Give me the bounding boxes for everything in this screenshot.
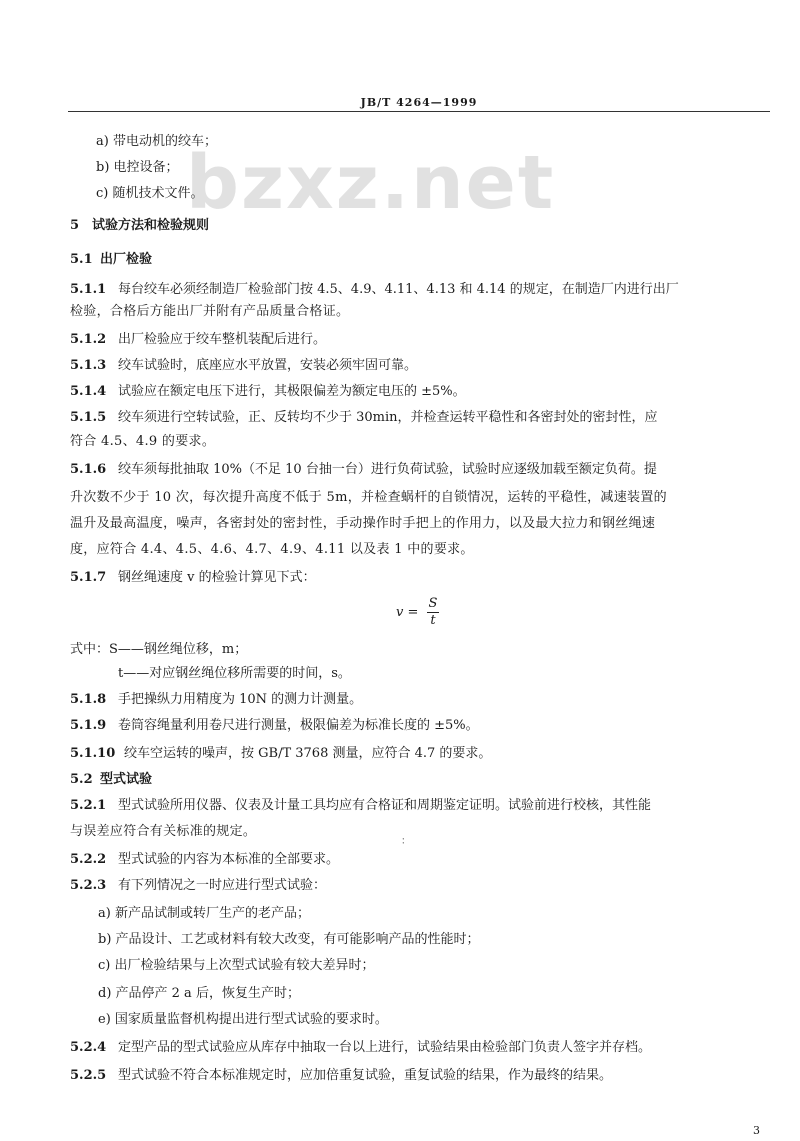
clause-text: 试验应在额定电压下进行，其极限偏差为额定电压的 ±5%。: [118, 384, 466, 399]
formula-where-2: t——对应钢丝绳位移所需要的时间，s。: [118, 666, 351, 681]
clause-text: 手把操纵力用精度为 10N 的测力计测量。: [118, 692, 363, 707]
clause-5-1-1: [0, 282, 800, 298]
clause-5-2-5: [0, 1068, 800, 1084]
formula-numerator: S: [428, 596, 438, 611]
list-item-a: a) 带电动机的绞车；: [96, 134, 217, 149]
clause-5-2-1: [0, 798, 800, 814]
clause-number: 5.1.10: [70, 746, 116, 761]
clause-5-1-6: [0, 462, 800, 478]
clause-number: 5.1.2: [70, 332, 107, 347]
clause-5-1-3: [0, 358, 800, 374]
clause-number: 5.2.2: [70, 852, 107, 867]
clause-text: 有下列情况之一时应进行型式试验：: [118, 878, 327, 893]
clause-text: 型式试验不符合本标准规定时，应加倍重复试验，重复试验的结果，作为最终的结果。: [118, 1068, 613, 1083]
page-number: 3: [753, 1124, 760, 1137]
clause-5-1-8: [0, 692, 800, 708]
formula-where-1: 式中：S——钢丝绳位移，m；: [70, 642, 248, 657]
clause-5-1-10: [0, 746, 800, 762]
section-5-1-heading: [0, 252, 800, 268]
list-item-d: d) 产品停产 2 a 后，恢复生产时；: [98, 986, 300, 1001]
section-5-heading: [0, 218, 800, 234]
clause-text: 绞车空运转的噪声，按 GB/T 3768 测量，应符合 4.7 的要求。: [124, 746, 492, 761]
section-5-2-heading: [0, 772, 800, 788]
clause-number: 5.1.9: [70, 718, 107, 733]
clause-number: 5.2.5: [70, 1068, 107, 1083]
list-item-b: b) 电控设备；: [96, 160, 179, 175]
clause-text: 绞车须进行空转试验，正、反转均不少于 30min，并检查运转平稳性和各密封处的密封性，应: [118, 410, 658, 425]
clause-5-1-1-continued: 检验，合格后方能出厂并附有产品质量合格证。: [70, 304, 350, 319]
formula-lhs: v =: [396, 605, 419, 620]
clause-5-1-9: [0, 718, 800, 734]
clause-number: 5.1.6: [70, 462, 107, 477]
clause-text: 钢丝绳速度 v 的检验计算见下式：: [118, 570, 316, 585]
clause-text: 定型产品的型式试验应从库存中抽取一台以上进行，试验结果由检验部门负责人签字并存档。: [118, 1040, 652, 1055]
clause-5-1-6-continued-3: 度，应符合 4.4、4.5、4.6、4.7、4.9、4.11 以及表 1 中的要求。: [70, 542, 474, 557]
clause-number: 5.2.3: [70, 878, 107, 893]
clause-5-1-5-continued: 符合 4.5、4.9 的要求。: [70, 434, 216, 449]
clause-number: 5.1.4: [70, 384, 107, 399]
clause-text: 出厂检验应于绞车整机装配后进行。: [118, 332, 327, 347]
section-title: 试验方法和检验规则: [92, 218, 210, 233]
document-header: JB/T 4264—1999: [360, 96, 478, 109]
clause-5-2-3: [0, 878, 800, 894]
clause-text: 绞车试验时，底座应水平放置，安装必须牢固可靠。: [118, 358, 418, 373]
clause-text: 型式试验所用仪器、仪表及计量工具均应有合格证和周期鉴定证明。试验前进行校核，其性能: [118, 798, 652, 813]
watermark: bzxz.net: [186, 140, 556, 226]
scan-speck: ：: [401, 836, 411, 847]
clause-text: 每台绞车必须经制造厂检验部门按 4.5、4.9、4.11、4.13 和 4.14 的规定，在制造厂内进行出厂: [118, 282, 679, 297]
formula-fraction: [427, 596, 440, 629]
clause-number: 5.1.7: [70, 570, 107, 585]
clause-text: 绞车须每批抽取 10%（不足 10 台抽一台）进行负荷试验，试验时应逐级加载至额定负荷。提: [118, 462, 657, 477]
velocity-formula: [396, 596, 439, 629]
header-divider: [68, 111, 770, 112]
clause-text: 型式试验的内容为本标准的全部要求。: [118, 852, 340, 867]
list-item-c: c) 随机技术文件。: [96, 186, 204, 201]
clause-5-1-7: [0, 570, 800, 586]
section-number: 5.1: [70, 252, 93, 267]
clause-number: 5.1.3: [70, 358, 107, 373]
section-number: 5: [70, 218, 80, 233]
list-item-e: e) 国家质量监督机构提出进行型式试验的要求时。: [98, 1012, 388, 1027]
clause-5-2-4: [0, 1040, 800, 1056]
list-item-b: b) 产品设计、工艺或材料有较大改变，有可能影响产品的性能时；: [98, 932, 480, 947]
clause-number: 5.1.1: [70, 282, 107, 297]
clause-5-2-1-continued: 与误差应符合有关标准的规定。: [70, 824, 257, 839]
clause-5-1-5: [0, 410, 800, 426]
list-item-c: c) 出厂检验结果与上次型式试验有较大差异时；: [98, 958, 375, 973]
clause-5-1-2: [0, 332, 800, 348]
clause-5-1-6-continued-1: 升次数不少于 10 次，每次提升高度不低于 5m，并检查蜗杆的自锁情况，运转的平稳性，减速装置的: [70, 490, 667, 505]
clause-number: 5.1.5: [70, 410, 107, 425]
clause-number: 5.2.1: [70, 798, 107, 813]
clause-5-1-4: [0, 384, 800, 400]
clause-number: 5.2.4: [70, 1040, 107, 1055]
clause-5-2-2: [0, 852, 800, 868]
list-item-a: a) 新产品试制或转厂生产的老产品；: [98, 906, 310, 921]
section-title: 型式试验: [100, 772, 153, 787]
section-number: 5.2: [70, 772, 93, 787]
clause-5-1-6-continued-2: 温升及最高温度，噪声，各密封处的密封性，手动操作时手把上的作用力，以及最大拉力和钢丝绳速: [70, 516, 656, 531]
formula-denominator: t: [430, 613, 436, 628]
section-title: 出厂检验: [100, 252, 153, 267]
clause-text: 卷筒容绳量利用卷尺进行测量，极限偏差为标准长度的 ±5%。: [118, 718, 479, 733]
clause-number: 5.1.8: [70, 692, 107, 707]
